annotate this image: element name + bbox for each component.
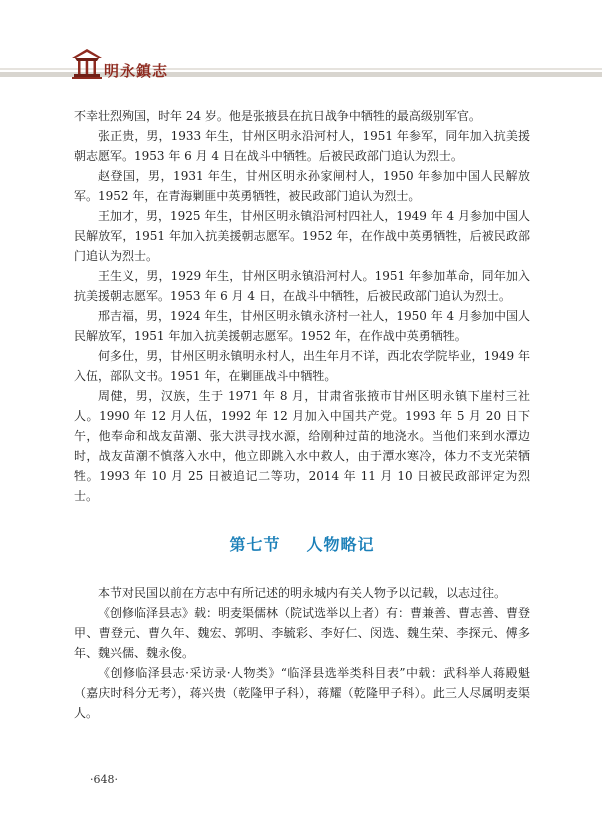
paragraph: 不幸壮烈殉国，时年 24 岁。他是张掖县在抗日战争中牺牲的最高级别军官。 <box>74 109 481 123</box>
paragraph: 周健，男，汉族，生于 1971 年 8 月，甘肃省张掖市甘州区明永镇下崖村三社人。1990 年 12 月人伍，1992 年 12 月加入中国共产党。1993 年 5 月 20 日下午，他奉命和战友苗潮、张大洪寻找水源，给刚种过苗的地浇水。当他们来到水潭边时，战友苗潮不慎落入水中，他立即跳入水中救人，由于潭水寒冷，体力不支光荣牺牲。1993 年 10 月 25 日被追记二等功，2014 年 11 月 10 日被民政部评定为烈士。 <box>74 389 530 503</box>
section-number: 第七节 <box>229 535 281 554</box>
paragraph: 张正贵，男，1933 年生，甘州区明永沿河村人，1951 年参军，同年加入抗美援朝志愿军。1953 年 6 月 4 日在战斗中牺牲。后被民政部门追认为烈士。 <box>74 129 530 163</box>
section-heading <box>74 532 530 555</box>
pavilion-icon <box>70 46 104 80</box>
paragraph: 王加才，男，1925 年生，甘州区明永镇沿河村四社人，1949 年 4 月参加中国人民解放军，1951 年加入抗美援朝志愿军。1952 年，在作战中英勇牺牲，后被民政部门追认为烈士。 <box>74 209 530 263</box>
paragraph: 赵登国，男，1931 年生，甘州区明永孙家闸村人，1950 年参加中国人民解放军。1952 年，在青海剿匪中英勇牺牲，被民政部门追认为烈士。 <box>74 169 530 203</box>
paragraph: 本节对民国以前在方志中有所记述的明永城内有关人物予以记载，以志过往。 <box>98 586 507 600</box>
page-header <box>0 0 602 95</box>
paragraph: 王生义，男，1929 年生，甘州区明永镇沿河村人。1951 年参加革命，同年加入抗美援朝志愿军。1953 年 6 月 4 日，在战斗中牺牲，后被民政部门追认为烈士。 <box>74 269 530 303</box>
paragraph: 《创修临泽县志》载：明麦渠儒林（院试选举以上者）有：曹兼善、曹志善、曹登甲、曹登元、曹久年、魏宏、郭明、李毓彩、李好仁、闵选、魏生荣、李探元、傅多年、魏兴儒、魏永俊。 <box>74 606 531 660</box>
section-title: 人物略记 <box>306 535 375 554</box>
paragraph: 《创修临泽县志·采访录·人物类》“临泽县选举类科目表”中载：武科举人蒋殿魁（嘉庆时科分无考），蒋兴贵（乾隆甲子科），蒋耀（乾隆甲子科）。此三人尽属明麦渠人。 <box>74 666 530 720</box>
paragraph: 邢吉福，男，1924 年生，甘州区明永镇永济村一社人，1950 年 4 月参加中国人民解放军，1951 年加入抗美援朝志愿军。1952 年，在作战中英勇牺牲。 <box>74 309 530 343</box>
page-body <box>74 106 530 723</box>
paragraph: 何多仕，男，甘州区明永镇明永村人，出生年月不详，西北农学院毕业，1949 年入伍，部队文书。1951 年，在剿匪战斗中牺牲。 <box>74 349 530 383</box>
book-title: 明永鎮志 <box>104 62 169 80</box>
page-number: ·648· <box>90 773 118 786</box>
